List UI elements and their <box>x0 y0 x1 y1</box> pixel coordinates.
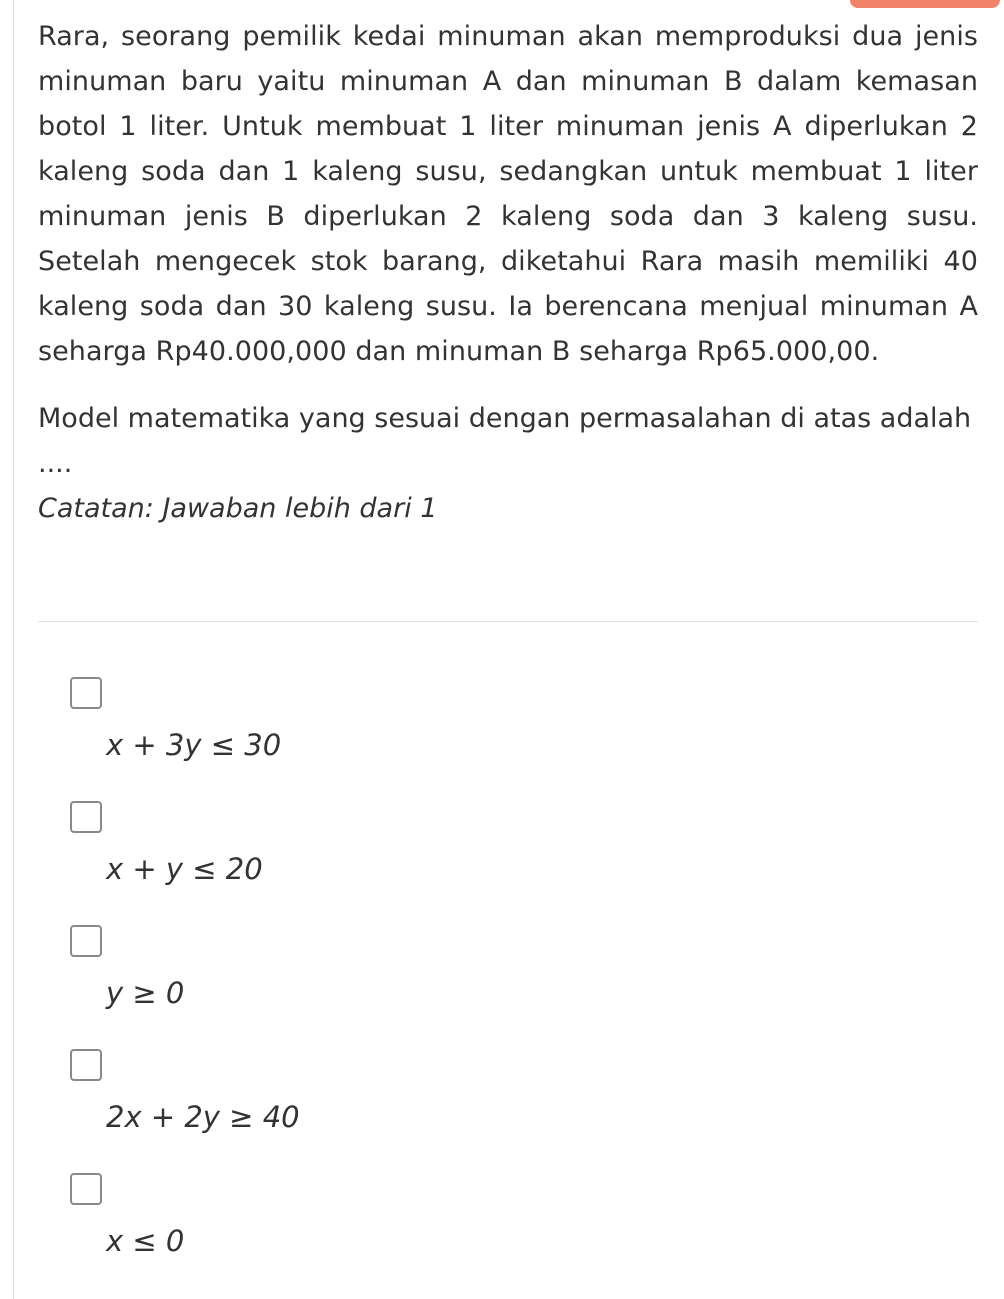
option-expression-4: 2x + 2y ≥ 40 <box>106 1100 300 1134</box>
question-block <box>38 14 978 531</box>
question-note: Catatan: Jawaban lebih dari 1 <box>38 493 438 524</box>
option-checkbox-3[interactable] <box>70 925 102 957</box>
option-checkbox-5[interactable] <box>70 1173 102 1205</box>
answer-option-2[interactable] <box>70 801 950 925</box>
left-border <box>13 0 14 1299</box>
answer-option-5[interactable] <box>70 1173 950 1297</box>
answer-option-1[interactable] <box>70 677 950 801</box>
option-expression-2: x + y ≤ 20 <box>106 852 263 886</box>
answer-option-4[interactable] <box>70 1049 950 1173</box>
question-paragraph: Rara, seorang pemilik kedai minuman akan memproduksi dua jenis minuman baru yaitu minuman A dan minuman B dalam kemasan botol 1 liter. Untuk membuat 1 liter minuman jenis A diperlukan 2 kaleng soda dan 1 kaleng susu, sedangkan untuk membuat 1 liter minuman jenis B diperlukan 2 kaleng soda dan 3 kaleng susu. Setelah mengecek stok barang, diketahui Rara masih memiliki 40 kaleng soda dan 30 kaleng susu. Ia berencana menjual minuman A seharga Rp40.000,000 dan minuman B seharga Rp65.000,00. <box>38 21 978 367</box>
answer-options <box>70 677 950 1297</box>
option-checkbox-1[interactable] <box>70 677 102 709</box>
answer-option-3[interactable] <box>70 925 950 1049</box>
option-expression-5: x ≤ 0 <box>106 1224 185 1258</box>
option-checkbox-2[interactable] <box>70 801 102 833</box>
option-checkbox-4[interactable] <box>70 1049 102 1081</box>
accent-tab <box>850 0 1000 8</box>
divider <box>38 621 978 622</box>
option-expression-1: x + 3y ≤ 30 <box>106 728 282 762</box>
question-prompt: Model matematika yang sesuai dengan permasalahan di atas adalah .... <box>38 403 972 479</box>
option-expression-3: y ≥ 0 <box>106 976 185 1010</box>
